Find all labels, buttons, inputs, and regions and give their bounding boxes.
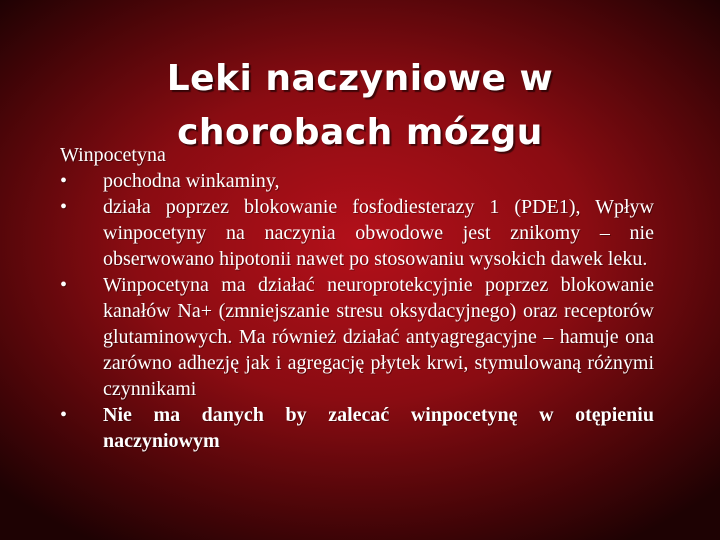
bullet-icon: • [60, 274, 68, 296]
bullet-item [60, 168, 654, 194]
intro-text: Winpocetyna [60, 144, 166, 166]
bullet-list [60, 168, 654, 454]
slide-title: Leki naczyniowe w chorobach mózgu [166, 58, 554, 153]
bullet-text: pochodna winkaminy, [103, 170, 280, 192]
bullet-text: Winpocetyna ma działać neuroprotekcyjnie poprzez blokowanie kanałów Na+ (zmniejszanie stresu oksydacyjnego) oraz receptorów glutaminowych. Ma również działać antyagregacyjne – hamuje ona zarówno adhezję jak i agregację płytek krwi, stymulowaną różnymi czynnikami [103, 274, 654, 400]
bullet-icon: • [60, 170, 68, 192]
bullet-item [60, 194, 654, 272]
bullet-item [60, 272, 654, 402]
bullet-text: działa poprzez blokowanie fosfodiesterazy 1 (PDE1), Wpływ winpocetyny na naczynia obwodowe jest znikomy – nie obserwowano hipotonii nawet po stosowaniu wysokich dawek leku. [103, 196, 654, 270]
bullet-item [60, 402, 654, 454]
slide-body [60, 142, 654, 454]
bullet-icon: • [60, 404, 68, 426]
bullet-text: Nie ma danych by zalecać winpocetynę w otępieniu naczyniowym [103, 404, 654, 452]
bullet-icon: • [60, 196, 68, 218]
